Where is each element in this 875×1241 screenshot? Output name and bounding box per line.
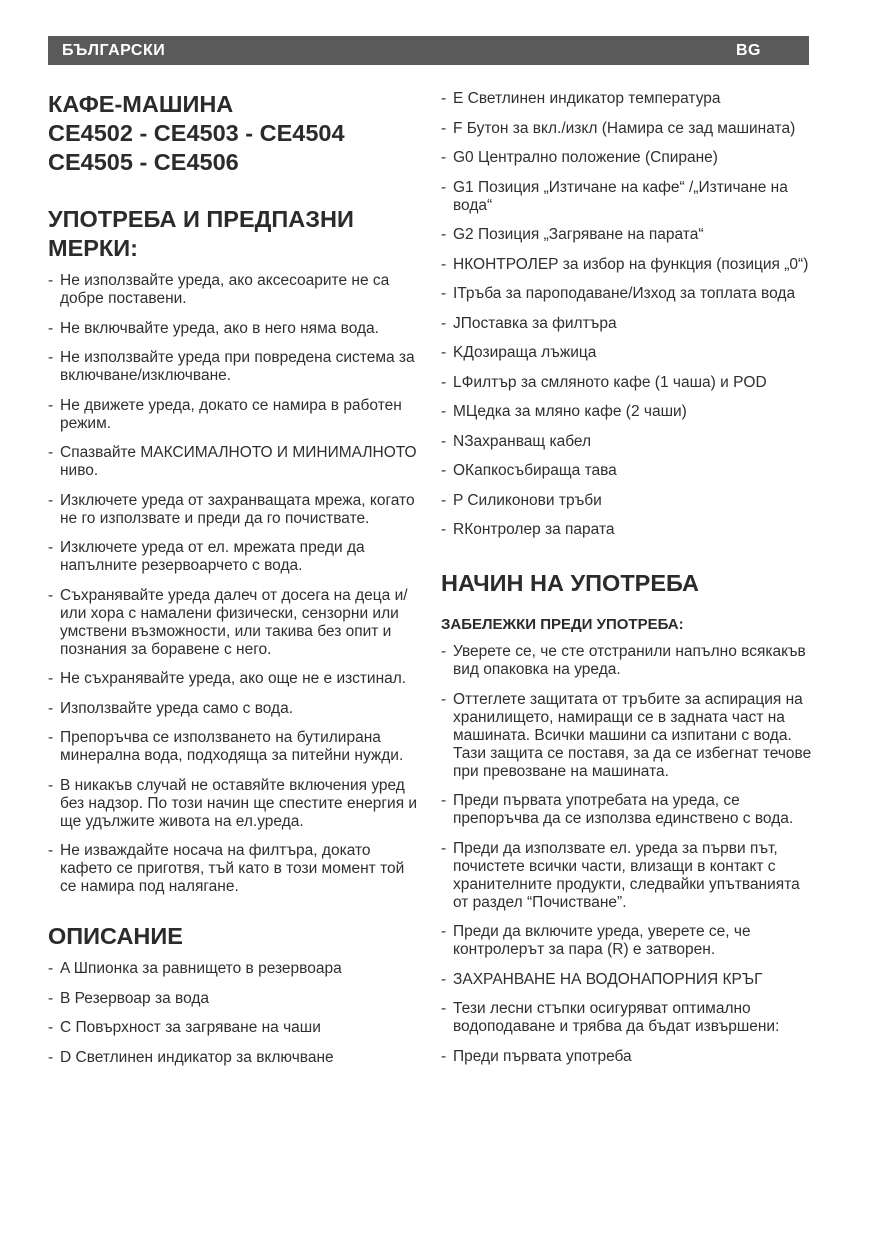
list-item: - G0 Централно положение (Спиране) xyxy=(441,149,816,167)
list-item: - HКОНТРОЛЕР за избор на функция (позиция „0“) xyxy=(441,256,816,274)
howto-subtitle: ЗАБЕЛЕЖКИ ПРЕДИ УПОТРЕБА: xyxy=(441,616,684,633)
list-item: - IТръба за пароподаване/Изход за топлата вода xyxy=(441,285,816,303)
title-line: CE4505 - CE4506 xyxy=(48,149,239,175)
list-item: - Оттеглете защитата от тръбите за аспирация на хранилището, намиращи се в задната част на машината. Всички машини са изпитани с вода. Тази защита се поставя, за да се избегнат течове при превозване на машината. xyxy=(441,691,816,781)
list-item: - Не движете уреда, докато се намира в работен режим. xyxy=(48,397,418,433)
list-item: - Изключете уреда от захранващата мрежа, когато не го използвате и преди да го почиствате. xyxy=(48,492,418,528)
list-item: - Изключете уреда от ел. мрежата преди да напълните резервоарчето с вода. xyxy=(48,539,418,575)
list-item: - A Шпионка за равнището в резервоара xyxy=(48,960,418,978)
howto-section-title: НАЧИН НА УПОТРЕБА xyxy=(441,570,699,596)
list-item: - Тези лесни стъпки осигуряват оптимално водоподаване и трябва да бъдат извършени: xyxy=(441,1000,816,1036)
page-title xyxy=(48,90,418,177)
list-item: - D Светлинен индикатор за включване xyxy=(48,1049,418,1067)
language-code: BG xyxy=(736,41,761,59)
howto-list xyxy=(441,643,816,1066)
language-header-bar xyxy=(48,36,809,65)
list-item: - Препоръчва се използването на бутилирана минерална вода, подходяща за питейни нужди. xyxy=(48,729,418,765)
list-item: - JПоставка за филтъра xyxy=(441,315,816,333)
list-item: - Не изваждайте носача на филтъра, докато кафето се приготвя, тъй като в този момент той се намира под налягане. xyxy=(48,842,418,896)
list-item: - P Силиконови тръби xyxy=(441,492,816,510)
list-item: - KДозираща лъжица xyxy=(441,344,816,362)
list-item: - F Бутон за вкл./изкл (Намира се зад машината) xyxy=(441,120,816,138)
list-item: - Преди първата употребата на уреда, се препоръчва да се използва единствено с вода. xyxy=(441,792,816,828)
list-item: - C Повърхност за загряване на чаши xyxy=(48,1019,418,1037)
list-item: - Не използвайте уреда, ако аксесоарите не са добре поставени. xyxy=(48,272,418,308)
list-item: - NЗахранващ кабел xyxy=(441,433,816,451)
list-item: - Преди първата употреба xyxy=(441,1048,816,1066)
list-item: - G1 Позиция „Изтичане на кафе“ /„Изтичане на вода“ xyxy=(441,179,816,215)
list-item: - MЦедка за мляно кафе (2 чаши) xyxy=(441,403,816,421)
title-line: CE4502 - CE4503 - CE4504 xyxy=(48,120,345,146)
list-item: - Спазвайте МАКСИМАЛНОТО И МИНИМАЛНОТО ниво. xyxy=(48,444,418,480)
description-list-left xyxy=(48,960,418,1067)
list-item: - Използвайте уреда само с вода. xyxy=(48,700,418,718)
list-item: - B Резервоар за вода xyxy=(48,990,418,1008)
usage-list xyxy=(48,272,418,896)
list-item: - LФилтър за смляното кафе (1 чаша) и POD xyxy=(441,374,816,392)
list-item: - Не включвайте уреда, ако в него няма вода. xyxy=(48,320,418,338)
list-item: - Преди да включите уреда, уверете се, че контролерът за пара (R) е затворен. xyxy=(441,923,816,959)
list-item: - Уверете се, че сте отстранили напълно всякакъв вид опаковка на уреда. xyxy=(441,643,816,679)
list-item: - RКонтролер за парата xyxy=(441,521,816,539)
list-item: - G2 Позиция „Загряване на парата“ xyxy=(441,226,816,244)
section-title-line: УПОТРЕБА И ПРЕДПАЗНИ xyxy=(48,206,354,232)
list-item: - OКапкосъбираща тава xyxy=(441,462,816,480)
right-column xyxy=(441,90,816,1077)
list-item: - Не използвайте уреда при повредена система за включване/изключване. xyxy=(48,349,418,385)
usage-section-title xyxy=(48,205,418,263)
description-list-right xyxy=(441,90,816,539)
list-item: - ЗАХРАНВАНЕ НА ВОДОНАПОРНИЯ КРЪГ xyxy=(441,971,816,989)
title-line: КАФЕ-МАШИНА xyxy=(48,91,234,117)
list-item: - E Светлинен индикатор температура xyxy=(441,90,816,108)
list-item: - Съхранявайте уреда далеч от досега на деца и/или хора с намалени физически, сензорни или умствени възможности, или такива без опит и познания за боравене с него. xyxy=(48,587,418,659)
list-item: - В никакъв случай не оставяйте включения уред без надзор. По този начин ще спестите енергия и ще удължите живота на ел.уреда. xyxy=(48,777,418,831)
left-column xyxy=(48,90,418,1078)
language-label: БЪЛГАРСКИ xyxy=(62,41,166,59)
section-title-line: МЕРКИ: xyxy=(48,235,138,261)
description-section-title: ОПИСАНИЕ xyxy=(48,923,183,949)
list-item: - Преди да използвате ел. уреда за първи път, почистете всички части, влизащи в контакт с хранителните продукти, следвайки упътванията от раздел “Почистване”. xyxy=(441,840,816,912)
list-item: - Не съхранявайте уреда, ако още не е изстинал. xyxy=(48,670,418,688)
